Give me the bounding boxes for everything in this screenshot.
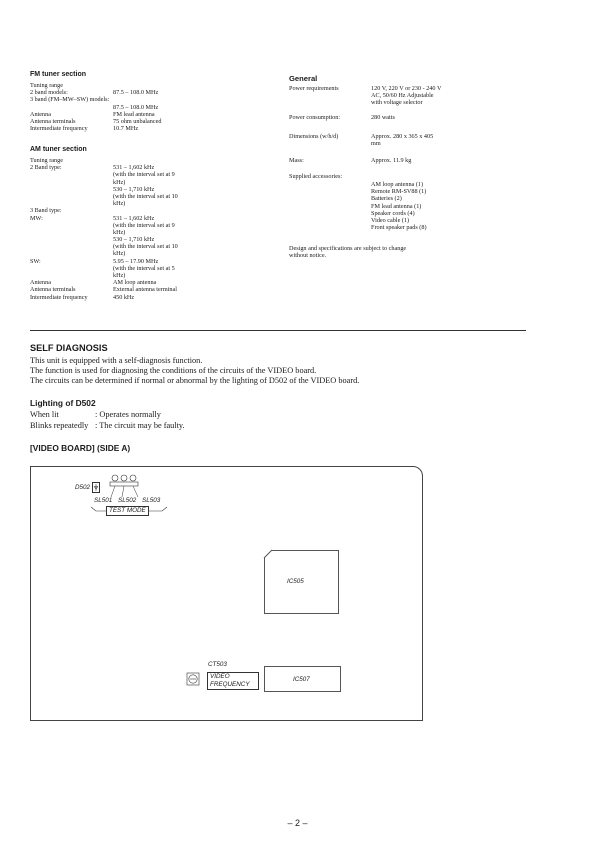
lighting-row-lit-value: : Operates normally: [95, 410, 161, 419]
spec-row: [30, 258, 280, 265]
spec-label: SW:: [30, 257, 41, 265]
mass-value: Approx. 11.9 kg: [371, 157, 412, 164]
spec-value: 5.95 – 17.90 MHz: [113, 257, 159, 265]
power-cons-value: 280 watts: [371, 114, 395, 121]
spec-row: [30, 96, 280, 103]
spec-value: (with the interval set at 10: [113, 192, 178, 200]
spec-row: [30, 272, 280, 279]
led-diode-icon: [93, 483, 99, 492]
spec-row: [30, 193, 280, 200]
d502-led: [92, 482, 100, 493]
spec-value: (with the interval set at 10: [113, 243, 178, 251]
spec-row: [30, 157, 280, 164]
spec-value: 87.5 – 108.0 MHz: [113, 103, 159, 111]
spec-value: FM lead antenna: [113, 110, 155, 118]
spec-row: [30, 243, 280, 250]
spec-row: [30, 265, 280, 272]
spec-row: [30, 236, 280, 243]
spec-row: [30, 125, 280, 132]
spec-row: [30, 215, 280, 222]
accessory-item: Speaker cords (4): [371, 209, 415, 217]
spec-label: 2 band models:: [30, 89, 68, 97]
d502-label: D502: [75, 484, 91, 491]
spec-value: kHz): [113, 250, 126, 258]
sl501-label: SL501: [94, 497, 113, 504]
accessory-item: Video cable (1): [371, 217, 410, 225]
lighting-row-blink: Blinks repeatedly: [30, 421, 89, 430]
ic507-label: IC507: [293, 676, 310, 683]
general-heading: General: [289, 74, 318, 83]
spec-row: [30, 279, 280, 286]
spec-label: MW:: [30, 214, 43, 222]
spec-value: 531 – 1,602 kHz: [113, 164, 155, 172]
video-frequency-box: VIDEO FREQUENCY: [207, 672, 259, 690]
sl-pads-drawing: [108, 470, 140, 500]
spec-label: Intermediate frequency: [30, 125, 88, 133]
spec-value: kHz): [113, 178, 126, 186]
spec-row: [30, 186, 280, 193]
spec-label: 2 Band type:: [30, 164, 62, 172]
spec-value: 531 – 1,602 kHz: [113, 214, 155, 222]
accessory-item: Front speaker pads (8): [371, 224, 427, 232]
spec-value: kHz): [113, 228, 126, 236]
dims-value: Approx. 280 x 365 x 405 mm: [371, 133, 434, 148]
page-number: – 2 –: [287, 818, 308, 828]
spec-value: 530 – 1,710 kHz: [113, 236, 155, 244]
accessories-label: Supplied accessories:: [289, 173, 343, 180]
spec-row: [30, 118, 280, 125]
fm-spec-list: [30, 82, 280, 132]
spec-value: kHz): [113, 272, 126, 279]
trimmer-capacitor-icon: [186, 672, 200, 686]
spec-value: AM loop antenna: [113, 279, 157, 287]
power-req-label: Power requirements: [289, 85, 339, 92]
spec-row: [30, 229, 280, 236]
dims-label: Dimensions (w/h/d): [289, 133, 339, 140]
spec-value: 75 ohm unbalanced: [113, 117, 162, 125]
spec-value: (with the interval set at 5: [113, 264, 175, 272]
fm-section-heading: FM tuner section: [30, 71, 87, 78]
spec-row: [30, 82, 280, 89]
ic505-corner: [263, 549, 275, 561]
spec-row: [30, 200, 280, 207]
am-spec-list: [30, 157, 280, 301]
ic505-label: IC505: [287, 578, 304, 585]
spec-label: Antenna terminals: [30, 286, 76, 294]
spec-row: [30, 222, 280, 229]
accessory-item: Remote RM-SV88 (1): [371, 188, 427, 196]
lighting-title: Lighting of D502: [30, 398, 96, 408]
accessory-item: Batteries (2): [371, 195, 402, 203]
accessory-item: FM lead antenna (1): [371, 202, 422, 210]
spec-value: (with the interval set at 9: [113, 221, 175, 229]
power-req-value: 120 V, 220 V or 230 - 240 V AC, 50/60 Hz Adjustable with voltage selector: [371, 85, 442, 107]
spec-row: [30, 104, 280, 111]
spec-label: 3 Band type:: [30, 207, 62, 215]
spec-value: 450 kHz: [113, 293, 135, 301]
power-cons-label: Power consumption:: [289, 114, 341, 121]
spec-label: Tuning range: [30, 157, 63, 164]
lighting-row-lit: When lit: [30, 410, 59, 419]
self-diagnosis-title: SELF DIAGNOSIS: [30, 343, 108, 353]
spec-value: (with the interval set at 9: [113, 171, 175, 179]
mass-label: Mass:: [289, 157, 304, 164]
section-divider: [30, 330, 526, 331]
spec-value: 87.5 – 108.0 MHz: [113, 89, 159, 97]
accessory-item: AM loop antenna (1): [371, 181, 424, 188]
spec-row: [30, 179, 280, 186]
spec-row: [30, 294, 280, 301]
sl503-label: SL503: [142, 497, 161, 504]
spec-value: kHz): [113, 200, 126, 208]
spec-label: Antenna: [30, 110, 51, 118]
spec-label: 3 band (FM–MW–SW) models:: [30, 96, 110, 104]
ct503-label: CT503: [208, 661, 227, 668]
accessories-list: [371, 181, 427, 231]
spec-value: 530 – 1,710 kHz: [113, 185, 155, 193]
spec-row: [30, 111, 280, 118]
self-diagnosis-text: This unit is equipped with a self-diagnosis function. The function is used for diagnosing the conditions of the circuits of the VIDEO board. The circuits can be determined if normal or abnormal by the lighting of D502 of the VIDEO board.: [30, 356, 360, 385]
spec-row: [30, 164, 280, 171]
spec-label: Antenna terminals: [30, 117, 76, 125]
spec-notice: Design and specifications are subject to change without notice.: [289, 245, 407, 260]
am-section-heading: AM tuner section: [30, 146, 87, 153]
sl502-label: SL502: [118, 497, 137, 504]
spec-label: Tuning range: [30, 82, 63, 89]
spec-row: [30, 207, 280, 214]
spec-label: Intermediate frequency: [30, 293, 88, 301]
spec-value: External antenna terminal: [113, 286, 177, 294]
test-mode-label: TEST MODE: [106, 506, 149, 516]
spec-row: [30, 89, 280, 96]
spec-row: [30, 250, 280, 257]
spec-row: [30, 171, 280, 178]
spec-label: Antenna: [30, 279, 51, 287]
board-title: [VIDEO BOARD] (SIDE A): [30, 443, 131, 453]
spec-value: 10.7 MHz: [113, 125, 139, 133]
spec-row: [30, 286, 280, 293]
lighting-row-blink-value: : The circuit may be faulty.: [95, 421, 185, 430]
